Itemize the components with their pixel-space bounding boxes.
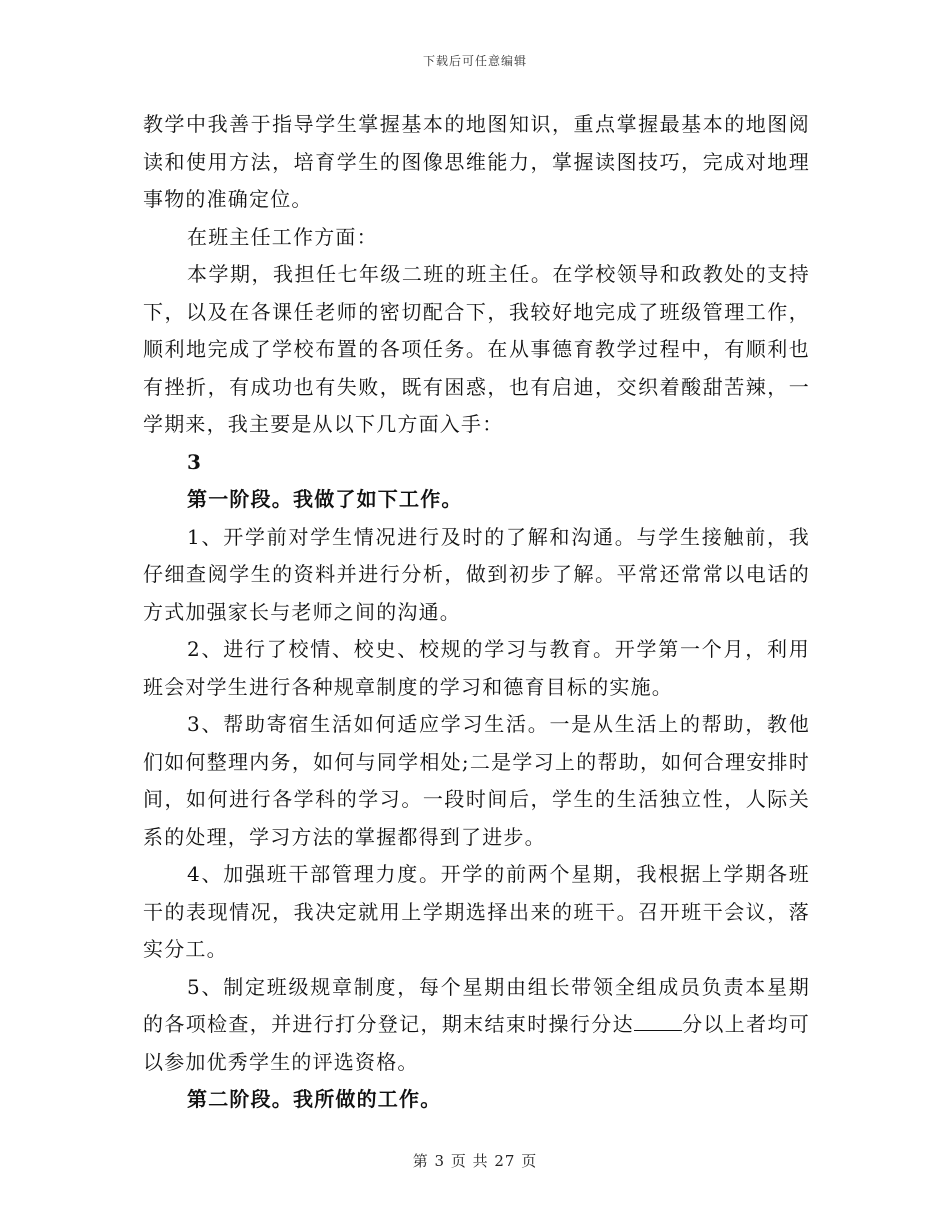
heading-stage-one: 第一阶段。我做了如下工作。: [187, 487, 463, 511]
page-number-footer: 第 3 页 共 27 页: [412, 1152, 538, 1170]
document-body: [143, 106, 810, 1119]
paragraph-head-teacher-intro: 在班主任工作方面：: [187, 224, 378, 249]
list-item-5-text-after: 分以上者均可以参加优秀学生的评选资格。: [143, 1012, 810, 1074]
paragraph-map-teaching: 教学中我善于指导学生掌握基本的地图知识，重点掌握最基本的地图阅读和使用方法，培育学生的图像思维能力，掌握读图技巧，完成对地理事物的准确定位。: [143, 112, 810, 211]
list-item-5: [143, 969, 810, 1082]
list-item-5-text-before: 5、制定班级规章制度，每个星期由组长带领全组成员负责本星期的各项检查，并进行打分登记，期末结束时操行分达: [143, 974, 810, 1036]
paragraph-semester-summary: 本学期，我担任七年级二班的班主任。在学校领导和政教处的支持下，以及在各课任老师的密切配合下，我较好地完成了班级管理工作，顺利地完成了学校布置的各项任务。在从事德育教学过程中，有顺利也有挫折，有成功也有失败，既有困惑，也有启迪，交织着酸甜苦辣，一学期来，我主要是从以下几方面入手：: [143, 262, 810, 436]
list-item-3: 3、帮助寄宿生活如何适应学习生活。一是从生活上的帮助，教他们如何整理内务，如何与同学相处;二是学习上的帮助，如何合理安排时间，如何进行各学科的学习。一段时间后，学生的生活独立性，人际关系的处理，学习方法的掌握都得到了进步。: [143, 712, 810, 849]
list-item-2: 2、进行了校情、校史、校规的学习与教育。开学第一个月，利用班会对学生进行各种规章制度的学习和德育目标的实施。: [143, 637, 810, 699]
list-item-1: 1、开学前对学生情况进行及时的了解和沟通。与学生接触前，我仔细查阅学生的资料并进行分析，做到初步了解。平常还常常以电话的方式加强家长与老师之间的沟通。: [143, 524, 810, 624]
fill-in-blank: [634, 1012, 682, 1031]
section-number: 3: [187, 449, 203, 474]
list-item-4: 4、加强班干部管理力度。开学的前两个星期，我根据上学期各班干的表现情况，我决定就用上学期选择出来的班干。召开班干会议，落实分工。: [143, 862, 810, 961]
page-header-note: 下载后可任意编辑: [422, 54, 527, 68]
heading-stage-two: 第二阶段。我所做的工作。: [187, 1087, 442, 1111]
